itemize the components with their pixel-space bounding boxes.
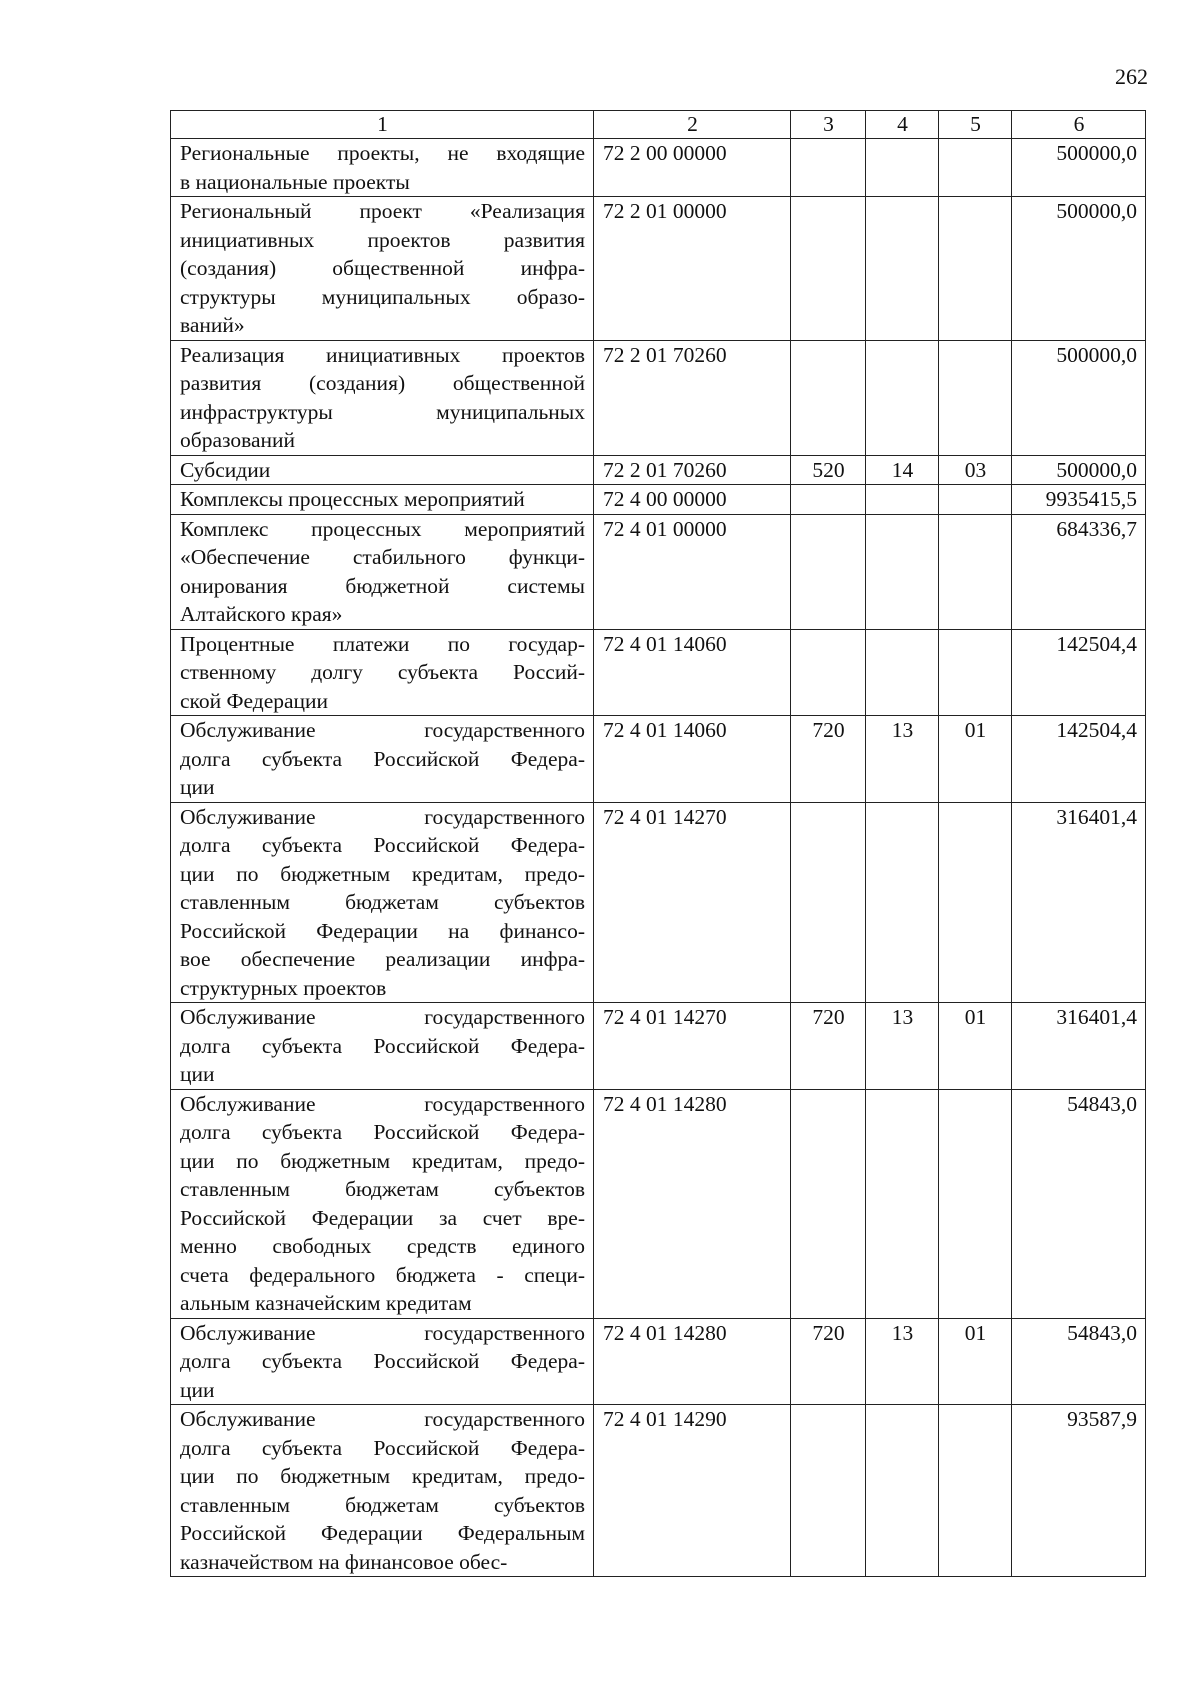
row-name-line: менно свободных средств единого [180, 1234, 585, 1258]
column-header: 6 [1012, 111, 1146, 139]
row-name-line: Обслуживание государственного [180, 718, 585, 742]
row-col3-cell [791, 1405, 866, 1577]
row-col4-cell: 13 [866, 1318, 939, 1405]
row-name-line: Обслуживание государственного [180, 1320, 585, 1345]
row-name-line: Обслуживание государственного [180, 1091, 585, 1116]
row-col3-cell: 720 [791, 716, 866, 803]
row-name-line: структурных проектов [180, 975, 387, 1000]
table-row [171, 1318, 1146, 1405]
row-name-line: вое обеспечение реализации инфра- [180, 947, 585, 971]
column-header: 4 [866, 111, 939, 139]
row-code-cell: 72 4 01 14290 [594, 1405, 791, 1577]
row-col3-cell: 720 [791, 1003, 866, 1090]
row-name-line: ции [180, 775, 215, 799]
row-amount-cell: 54843,0 [1012, 1089, 1146, 1318]
row-col4-cell: 13 [866, 716, 939, 803]
column-header: 5 [939, 111, 1012, 139]
row-name-line: Алтайского края» [180, 602, 343, 626]
row-name-cell [171, 485, 594, 515]
row-amount-cell: 500000,0 [1012, 139, 1146, 197]
row-code-cell: 72 4 01 14270 [594, 1003, 791, 1090]
row-col3-cell [791, 629, 866, 716]
row-col3-cell [791, 802, 866, 1003]
row-name-line: Российской Федерации на финансо- [180, 918, 585, 943]
row-col3-cell [791, 340, 866, 455]
header-row [171, 111, 1146, 139]
row-amount-cell: 54843,0 [1012, 1318, 1146, 1405]
row-name-line: Региональный проект «Реализация [180, 199, 585, 223]
row-code-cell: 72 2 00 00000 [594, 139, 791, 197]
row-name-cell [171, 629, 594, 716]
row-name-line: долга субъекта Российской Федера- [180, 1120, 585, 1144]
row-name-line: ции по бюджетным кредитам, предо- [180, 1148, 585, 1173]
row-name-line: онирования бюджетной системы [180, 573, 585, 598]
row-name-line: инициативных проектов развития [180, 227, 585, 252]
row-name-cell [171, 716, 594, 803]
row-name-line: образований [180, 428, 296, 452]
row-col5-cell [939, 197, 1012, 341]
row-amount-cell: 684336,7 [1012, 514, 1146, 629]
row-col5-cell [939, 1405, 1012, 1577]
row-name-line: развития (создания) общественной [180, 371, 585, 395]
row-name-line: Региональные проекты, не входящие [180, 141, 585, 165]
row-col5-cell [939, 139, 1012, 197]
row-col4-cell [866, 514, 939, 629]
row-col4-cell [866, 629, 939, 716]
row-name-line: Российской Федерации Федеральным [180, 1521, 585, 1545]
row-name-line: ставленным бюджетам субъектов [180, 890, 585, 914]
row-code-cell: 72 2 01 70260 [594, 455, 791, 485]
row-col3-cell [791, 139, 866, 197]
row-name-line: долга субъекта Российской Федера- [180, 1033, 585, 1058]
table-row [171, 1003, 1146, 1090]
row-name-line: долга субъекта Российской Федера- [180, 833, 585, 857]
row-col4-cell [866, 485, 939, 515]
page-number: 262 [1115, 64, 1148, 89]
row-code-cell: 72 4 01 14060 [594, 716, 791, 803]
column-header: 2 [594, 111, 791, 139]
table-row [171, 139, 1146, 197]
row-col4-cell [866, 139, 939, 197]
row-amount-cell: 500000,0 [1012, 455, 1146, 485]
row-col3-cell [791, 514, 866, 629]
row-name-cell [171, 1089, 594, 1318]
row-name-line: Реализация инициативных проектов [180, 342, 585, 367]
row-name-line: ставленным бюджетам субъектов [180, 1492, 585, 1517]
row-col4-cell: 13 [866, 1003, 939, 1090]
row-col5-cell: 01 [939, 716, 1012, 803]
column-header: 1 [171, 111, 594, 139]
budget-table [170, 110, 1146, 1577]
row-col5-cell [939, 514, 1012, 629]
row-name-line: Комплекс процессных мероприятий [180, 516, 585, 541]
row-name-line: «Обеспечение стабильного функци- [180, 545, 585, 569]
row-name-cell [171, 1003, 594, 1090]
row-name-line: долга субъекта Российской Федера- [180, 746, 585, 771]
row-col4-cell [866, 1089, 939, 1318]
row-name-cell [171, 197, 594, 341]
table-row [171, 197, 1146, 341]
table-row [171, 514, 1146, 629]
table-row [171, 1089, 1146, 1318]
row-code-cell: 72 4 01 14280 [594, 1089, 791, 1318]
row-name-line: Российской Федерации за счет вре- [180, 1205, 585, 1230]
row-col5-cell [939, 629, 1012, 716]
row-name-line: долга субъекта Российской Федера- [180, 1349, 585, 1373]
row-code-cell: 72 4 01 14280 [594, 1318, 791, 1405]
table-row [171, 485, 1146, 515]
row-col4-cell [866, 197, 939, 341]
row-name-line: Обслуживание государственного [180, 1407, 585, 1431]
row-amount-cell: 142504,4 [1012, 629, 1146, 716]
table-body [171, 139, 1146, 1577]
row-col4-cell [866, 1405, 939, 1577]
row-name-line: ваний» [180, 313, 245, 337]
row-name-line: ственному долгу субъекта Россий- [180, 660, 585, 684]
row-col4-cell [866, 802, 939, 1003]
row-col5-cell [939, 802, 1012, 1003]
row-name-line: ской Федерации [180, 688, 329, 713]
row-amount-cell: 500000,0 [1012, 197, 1146, 341]
row-name-cell [171, 139, 594, 197]
row-amount-cell: 316401,4 [1012, 1003, 1146, 1090]
row-name-cell [171, 514, 594, 629]
row-name-cell [171, 1318, 594, 1405]
table-row [171, 716, 1146, 803]
row-col5-cell [939, 1089, 1012, 1318]
row-name-line: счета федерального бюджета - специ- [180, 1262, 585, 1287]
row-name-line: в национальные проекты [180, 169, 410, 194]
row-name-line: ции [180, 1062, 215, 1086]
row-name-line: ции по бюджетным кредитам, предо- [180, 861, 585, 886]
row-amount-cell: 142504,4 [1012, 716, 1146, 803]
row-col5-cell: 01 [939, 1318, 1012, 1405]
row-col4-cell [866, 340, 939, 455]
row-name-line: долга субъекта Российской Федера- [180, 1435, 585, 1460]
row-name-line: Процентные платежи по государ- [180, 631, 585, 656]
row-name-line: инфраструктуры муниципальных [180, 399, 585, 424]
row-col3-cell: 720 [791, 1318, 866, 1405]
row-amount-cell: 500000,0 [1012, 340, 1146, 455]
row-name-line: ставленным бюджетам субъектов [180, 1177, 585, 1201]
row-name-line: структуры муниципальных образо- [180, 284, 585, 309]
row-col3-cell: 520 [791, 455, 866, 485]
row-code-cell: 72 2 01 00000 [594, 197, 791, 341]
row-name-line: Субсидии [180, 457, 271, 482]
row-name-line: Комплексы процессных мероприятий [180, 487, 525, 511]
row-col4-cell: 14 [866, 455, 939, 485]
row-name-line: Обслуживание государственного [180, 804, 585, 829]
table-row [171, 340, 1146, 455]
table-row [171, 802, 1146, 1003]
row-code-cell: 72 2 01 70260 [594, 340, 791, 455]
row-name-cell [171, 340, 594, 455]
column-header: 3 [791, 111, 866, 139]
row-name-cell [171, 1405, 594, 1577]
row-col5-cell: 01 [939, 1003, 1012, 1090]
row-name-line: Обслуживание государственного [180, 1005, 585, 1029]
row-amount-cell: 93587,9 [1012, 1405, 1146, 1577]
row-name-cell [171, 455, 594, 485]
row-code-cell: 72 4 00 00000 [594, 485, 791, 515]
row-name-line: (создания) общественной инфра- [180, 256, 585, 280]
row-col3-cell [791, 197, 866, 341]
row-col3-cell [791, 485, 866, 515]
row-name-line: казначейством на финансовое обес- [180, 1549, 508, 1574]
table-row [171, 455, 1146, 485]
table-row [171, 629, 1146, 716]
row-col5-cell [939, 485, 1012, 515]
row-name-cell [171, 802, 594, 1003]
row-name-line: ции [180, 1377, 215, 1402]
row-code-cell: 72 4 01 14270 [594, 802, 791, 1003]
row-name-line: ции по бюджетным кредитам, предо- [180, 1464, 585, 1488]
table-row [171, 1405, 1146, 1577]
row-code-cell: 72 4 01 14060 [594, 629, 791, 716]
row-name-line: альным казначейским кредитам [180, 1291, 472, 1315]
row-code-cell: 72 4 01 00000 [594, 514, 791, 629]
row-col5-cell [939, 340, 1012, 455]
row-amount-cell: 9935415,5 [1012, 485, 1146, 515]
row-col5-cell: 03 [939, 455, 1012, 485]
row-amount-cell: 316401,4 [1012, 802, 1146, 1003]
row-col3-cell [791, 1089, 866, 1318]
